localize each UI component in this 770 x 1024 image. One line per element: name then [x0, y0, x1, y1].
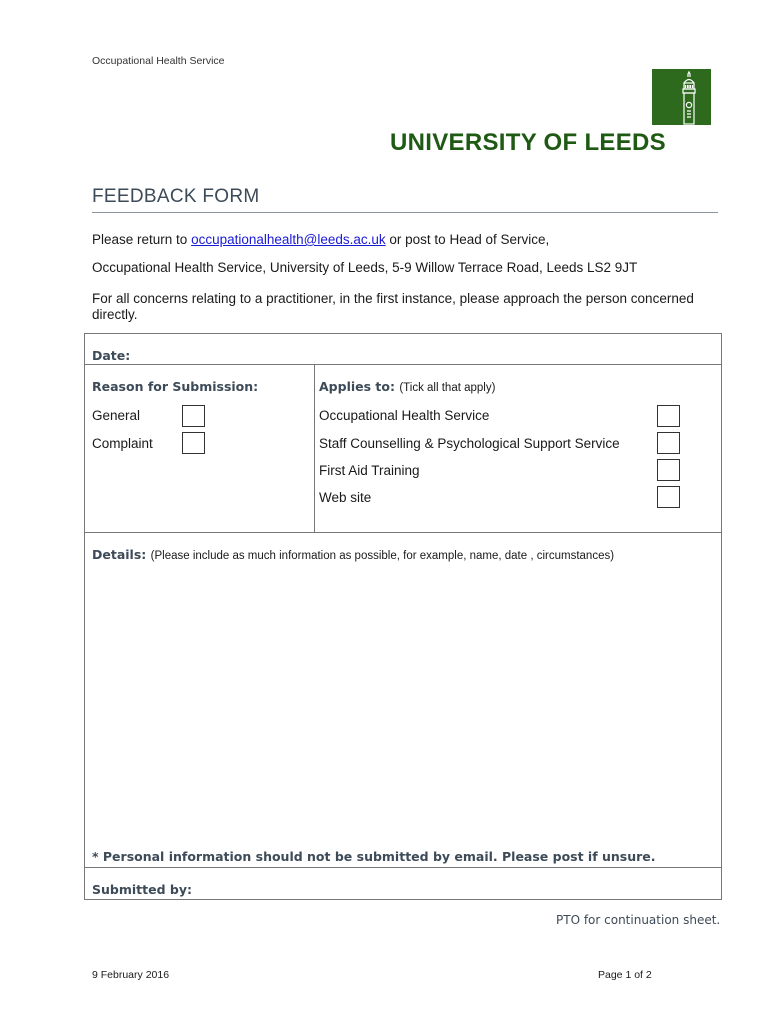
applies-note: (Tick all that apply): [399, 382, 496, 394]
applies-website-label: Web site: [319, 490, 372, 505]
column-divider: [314, 365, 315, 532]
reason-row: [85, 365, 721, 533]
details-entry-area[interactable]: [92, 569, 712, 839]
return-prefix: Please return to: [92, 232, 192, 247]
details-note: (Please include as much information as possible, for example, name, date , circumstances): [150, 550, 615, 562]
applies-first-aid-checkbox[interactable]: [657, 459, 680, 481]
postal-address: Occupational Health Service, University of Leeds, 5-9 Willow Terrace Road, Leeds LS2 9JT: [92, 260, 638, 275]
service-header: Occupational Health Service: [92, 55, 225, 67]
applies-counselling-checkbox[interactable]: [657, 432, 680, 454]
form-title: FEEDBACK FORM: [92, 186, 260, 207]
reason-complaint-checkbox[interactable]: [182, 432, 205, 454]
title-rule: [92, 212, 718, 213]
university-logo: [652, 69, 711, 125]
reason-complaint-label: Complaint: [92, 436, 153, 451]
applies-label: Applies to: (Tick all that apply): [319, 379, 496, 394]
reason-general-checkbox[interactable]: [182, 405, 205, 427]
footer-date: 9 February 2016: [92, 969, 170, 981]
parkinson-tower-icon: [652, 69, 711, 125]
reason-label: Reason for Submission:: [92, 379, 259, 394]
applies-ohs-label: Occupational Health Service: [319, 408, 490, 423]
reason-general-label: General: [92, 408, 141, 423]
applies-website-checkbox[interactable]: [657, 486, 680, 508]
applies-counselling-label: Staff Counselling & Psychological Support Service: [319, 436, 620, 451]
pto-note: PTO for continuation sheet.: [556, 913, 721, 927]
university-name: UNIVERSITY OF LEEDS: [390, 129, 666, 156]
details-label: Details: (Please include as much information as possible, for example, name, date , circumstances): [92, 547, 615, 562]
footer-page-number: Page 1 of 2: [598, 969, 652, 981]
applies-ohs-checkbox[interactable]: [657, 405, 680, 427]
applies-first-aid-label: First Aid Training: [319, 463, 420, 478]
return-suffix: or post to Head of Service,: [385, 232, 550, 247]
email-link[interactable]: occupationalhealth@leeds.ac.uk: [191, 232, 386, 247]
details-row: [85, 533, 721, 868]
submitted-row: [85, 868, 721, 900]
return-instructions: [92, 232, 712, 248]
submitted-label: Submitted by:: [92, 882, 192, 897]
feedback-table: [84, 333, 722, 900]
date-label: Date:: [92, 348, 131, 363]
email-warning: * Personal information should not be submitted by email. Please post if unsure.: [92, 849, 656, 864]
date-row: [85, 334, 721, 365]
concerns-note: For all concerns relating to a practitioner, in the first instance, please approach the person concerned directly.: [92, 291, 694, 322]
